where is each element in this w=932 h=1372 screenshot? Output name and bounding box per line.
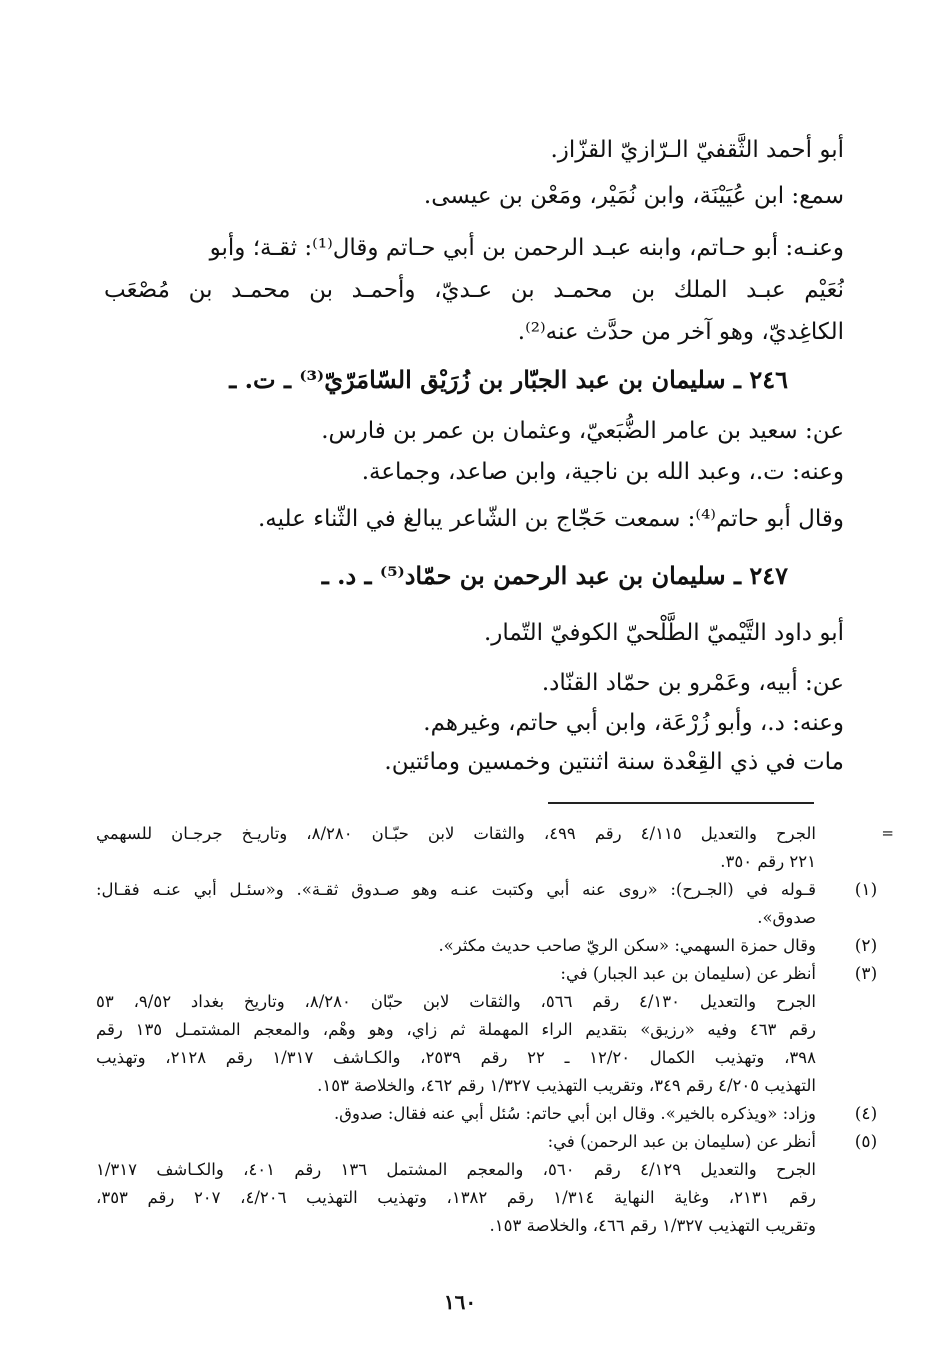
continuation-mark: = [881, 824, 894, 842]
text-line: أبو أحمد الثَّقفيّ الـرّازيّ القزّاز. [550, 137, 844, 163]
entry-heading-247: ٢٤٧ ـ سليمان بن عبد الرحمن بن حمّاد⁽⁵⁾ ـ د. ـ [321, 561, 788, 590]
footnote-number: (٥) [854, 1132, 878, 1152]
text-line: وقال أبو حاتم⁽⁴⁾: سمعت حَجّاج بن الشّاعر يبالغ في الثّناء عليه. [257, 506, 844, 532]
footnote-2 [96, 932, 878, 960]
footnote-line: التهذيب ٤/٢٠٥ رقم ٣٤٩، وتقريب التهذيب ١/٣٢٧ رقم ٤٦٢، والخلاصة ١٥٣. [317, 1076, 816, 1095]
text-line: وعنه: ت.، وعبد الله بن ناجية، وابن صاعد، وجماعة. [361, 459, 844, 485]
entry-heading-246: ٢٤٦ ـ سليمان بن عبد الجبّار بن زُرَيْق السّامَرّيّ⁽³⁾ ـ ت. ـ [229, 365, 788, 394]
text-line: أبو داود التَّيْميّ الطَّلْحيّ الكوفيّ التّمار. [483, 620, 844, 646]
footnote-line: وزاد: «ويذكره بالخير». وقال ابن أبي حاتم: سُئل أبي عنه فقال: صدوق. [333, 1104, 816, 1123]
text-line: مات في ذي القِعْدة سنة اثنتين وخمسين ومائتين. [384, 749, 844, 775]
footnote-continuation [96, 820, 894, 876]
footnote-number: (٢) [854, 936, 878, 956]
footnote-4 [96, 1100, 878, 1128]
footnote-line: ٣٩٨، وتهذيب الكمال ١٢/٢٠ ـ ٢٢ رقم ٢٥٣٩، والكـاشف ١/٣١٧ رقم ٢١٢٨، وتهذيب [96, 1048, 816, 1067]
footnote-number: (٤) [854, 1104, 878, 1124]
footnote-line: رقم ٤٦٣ وفيه «رزيق» بتقديم الراء المهملة ثم زاي، وهو وهْم، والمعجم المشتمـل ١٣٥ رقم [96, 1020, 816, 1039]
footnote-line: وتقريب التهذيب ١/٣٢٧ رقم ٤٦٦، والخلاصة ١٥٣. [489, 1216, 816, 1235]
text-line: نُعَيْم عبـد الملك بن محمـد بن عـديّ، وأحمـد بن محمـد بن مُصْعَب [104, 277, 844, 303]
footnote-1 [96, 876, 878, 932]
footnote-line: صدوق». [757, 908, 816, 927]
footnote-separator [548, 802, 814, 804]
text-line: عن: سعيد بن عامر الضُّبَعيّ، وعثمان بن عمر بن فارس. [321, 418, 844, 444]
text-line: وعنـه: أبو حـاتم، وابنه عبـد الرحمن بن أبي حـاتم وقال⁽¹⁾: ثقـة؛ وأبو [209, 235, 844, 261]
main-text [104, 128, 844, 782]
footnote-line: أنظر عن (سليمان بن عبد الجبار) في: [560, 964, 816, 983]
text-line: الكاغِديّ، وهو آخر من حدَّث عنه⁽²⁾. [517, 319, 844, 345]
text-line: عن: أبيه، وعَمْرو بن حمّاد القنّاد. [541, 670, 844, 696]
text-line: وعنه: د.، وأبو زُرْعَة، وابن أبي حاتم، وغيرهم. [423, 710, 844, 736]
footnote-line: أنظر عن (سليمان بن عبد الرحمن) في: [547, 1132, 816, 1151]
footnote-3 [96, 960, 878, 1100]
footnote-line: قـوله في (الجـرح): «روى عنه أبي وكتبت عنـه وهو صـدوق ثقـة». و«سئـل أبي عنـه فقـال: [96, 880, 816, 899]
text-line: سمع: ابن عُيَيْنَة، وابن نُمَيْر، ومَعْن بن عيسى. [423, 183, 844, 209]
footnote-line: الجرح والتعديل ٤/١٣٠ رقم ٥٦٦، والثقات لابن حبّان ٨/٢٨٠، وتاريخ بغداد ٩/٥٢، ٥٣ [96, 992, 816, 1011]
footnotes [96, 820, 894, 1240]
footnote-line: وقال حمزة السهمي: «سكن الريّ صاحب حديث مكثر». [438, 936, 816, 955]
page-number: ١٦٠ [443, 1290, 477, 1314]
footnote-number: (٣) [854, 964, 878, 984]
footnote-line: الجرح والتعديل ٤/١٢٩ رقم ٥٦٠، والمعجم المشتمل ١٣٦ رقم ٤٠١، والكـاشف ١/٣١٧ [96, 1160, 816, 1179]
footnote-line: الجرح والتعديل ٤/١١٥ رقم ٤٩٩، والثقات لابن حبّـان ٨/٢٨٠، وتاريـخ جرجـان للسهمي [96, 824, 816, 843]
footnote-line: ٢٢١ رقم ٣٥٠. [720, 852, 816, 871]
footnote-line: رقم ٢١٣١، وغاية النهاية ١/٣١٤ رقم ١٣٨٢، وتهذيب التهذيب ٤/٢٠٦، ٢٠٧ رقم ٣٥٣، [96, 1188, 816, 1207]
footnote-5 [96, 1128, 878, 1240]
footnote-number: (١) [854, 880, 878, 900]
